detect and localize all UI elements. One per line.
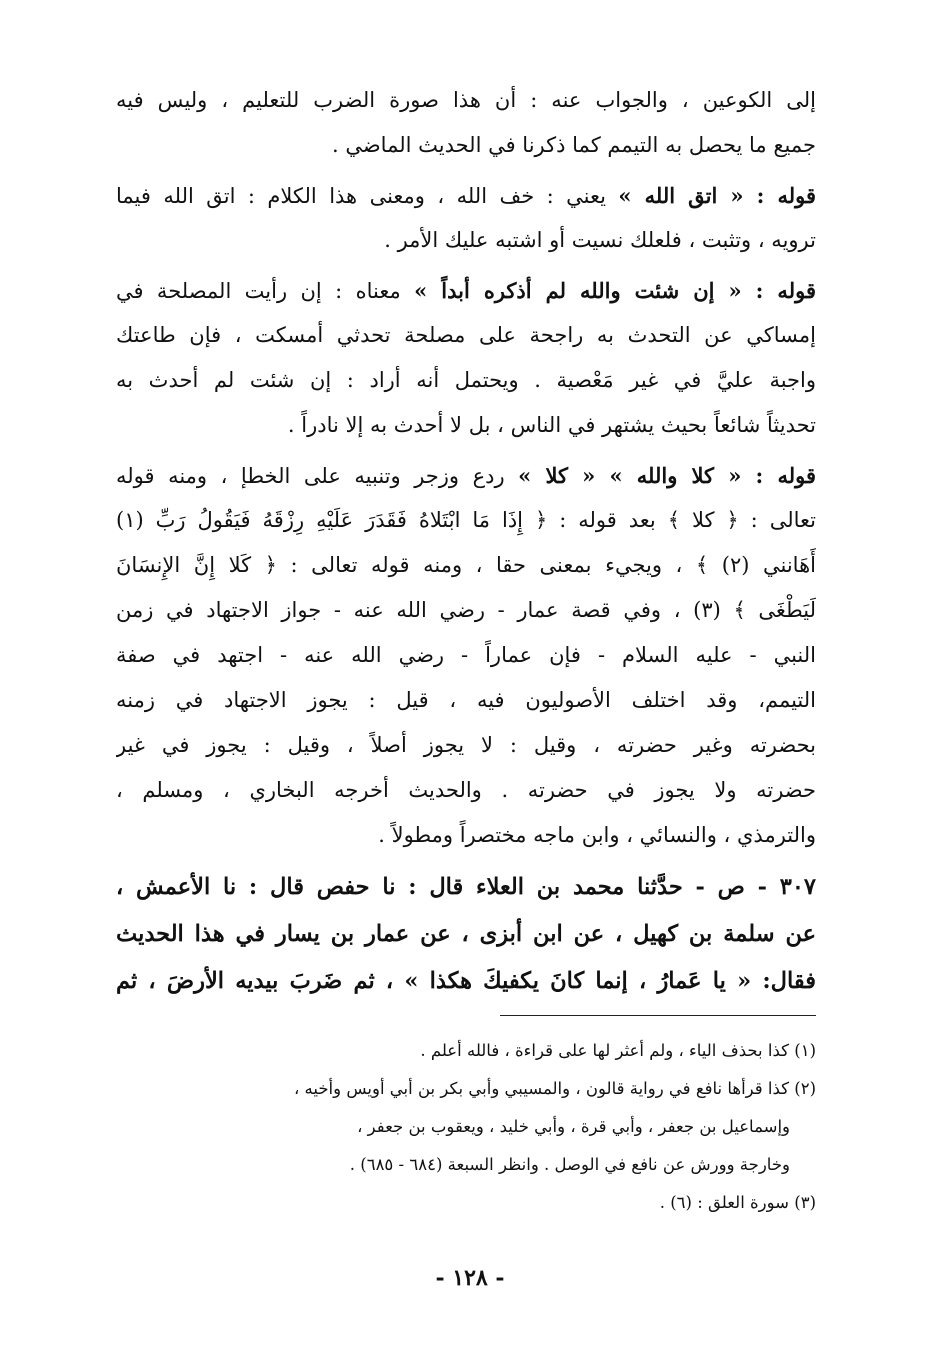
body-line xyxy=(116,543,816,588)
line-text: يعني : خف الله ، ومعنى هذا الكلام : اتق الله فيما xyxy=(116,184,619,208)
line-text: التيمم، وقد اختلف الأصوليون فيه ، قيل : يجوز الاجتهاد في زمنه xyxy=(116,688,816,712)
commentary-lead: قوله : « اتق الله » xyxy=(618,183,816,208)
commentary-lead: قوله : « إن شئت والله لم أذكره أبداً » xyxy=(414,278,816,303)
body-line xyxy=(116,173,816,218)
body-line xyxy=(116,813,816,858)
body-line xyxy=(116,588,816,633)
footnotes xyxy=(130,1032,816,1222)
body-line xyxy=(116,123,816,168)
line-text: ردع وزجر وتنبيه على الخطإ ، ومنه قوله xyxy=(116,464,519,488)
body-line xyxy=(116,723,816,768)
hadith-line xyxy=(116,957,816,1005)
footnote-line: وخارجة وورش عن نافع في الوصل . وانظر السبعة (٦٨٤ - ٦٨٥) . xyxy=(349,1155,790,1174)
line-text: عن سلمة بن كهيل ، عن ابن أبزى ، عن عمار بن يسار في هذا الحديث xyxy=(116,921,816,947)
line-text: ترويه ، وتثبت ، فلعلك نسيت أو اشتبه عليك الأمر . xyxy=(384,228,816,252)
body-line xyxy=(116,313,816,358)
body-line xyxy=(116,633,816,678)
body-line xyxy=(116,78,816,123)
line-text: جميع ما يحصل به التيمم كما ذكرنا في الحديث الماضي . xyxy=(332,133,816,157)
line-text: أَهَانني (٢) ﴾ ، ويجيء بمعنى حقا ، ومنه قوله تعالى : ﴿ كَلا إِنَّ الإِنسَانَ xyxy=(116,553,816,577)
line-text: إلى الكوعين ، والجواب عنه : أن هذا صورة الضرب للتعليم ، وليس فيه xyxy=(116,88,816,112)
footnote-line: وإسماعيل بن جعفر ، وأبي قرة ، وأبي خليد ، ويعقوب بن جعفر ، xyxy=(357,1117,790,1136)
body-line xyxy=(116,453,816,498)
hadith-line xyxy=(116,910,816,958)
line-text: تحديثاً شائعاً بحيث يشتهر في الناس ، بل لا أحدث به إلا نادراً . xyxy=(287,413,816,437)
body-line xyxy=(116,268,816,313)
body-line xyxy=(116,768,816,813)
body-line xyxy=(116,358,816,403)
line-text: إمساكي عن التحدث به راجحة على مصلحة تحدثي أمسكت ، فإن طاعتك xyxy=(116,323,816,347)
footnote-line: (١) كذا بحذف الياء ، ولم أعثر لها على قراءة ، فالله أعلم . xyxy=(420,1041,816,1060)
body-line xyxy=(116,498,816,543)
line-text: معناه : إن رأيت المصلحة في xyxy=(116,279,415,303)
body-line xyxy=(116,403,816,448)
line-text: تعالى : ﴿ كلا ﴾ بعد قوله : ﴿ إِذَا مَا ابْتَلاهُ فَقَدَرَ عَلَيْهِ رِزْقَهُ فَيَقُولُ رَبِّ (١) xyxy=(116,508,816,532)
line-text: لَيَطْغَى ﴾ (٣) ، وفي قصة عمار - رضي الله عنه - جواز الاجتهاد في زمن xyxy=(116,598,816,622)
footnote-divider xyxy=(500,1015,816,1016)
page-number: - ١٢٨ - xyxy=(435,1265,505,1291)
line-text: بحضرته وغير حضرته ، وقيل : لا يجوز أصلاً ، وقيل : يجوز في غير xyxy=(116,733,816,757)
line-text: حضرته ولا يجوز في حضرته . والحديث أخرجه البخاري ، ومسلم ، xyxy=(116,778,816,802)
line-text: النبي - عليه السلام - فإن عماراً - رضي الله عنه - اجتهد في صفة xyxy=(116,643,816,667)
commentary-lead: قوله : « كلا والله » « كلا » xyxy=(518,463,816,488)
body-line xyxy=(116,218,816,263)
line-text: والترمذي ، والنسائي ، وابن ماجه مختصراً ومطولاً . xyxy=(378,823,816,847)
line-text: ٣٠٧ - ص - حدَّثنا محمد بن العلاء قال : نا حفص قال : نا الأعمش ، xyxy=(116,874,816,900)
footnote-line: (٣) سورة العلق : (٦) . xyxy=(659,1193,816,1212)
line-text: فقال: « يا عَمارُ ، إنما كانَ يكفيكَ هكذا » ، ثم ضَربَ بيديه الأرضَ ، ثم xyxy=(116,968,816,994)
hadith-line xyxy=(116,863,816,911)
footnote-line: (٢) كذا قرأها نافع في رواية قالون ، والمسيبي وأبي بكر بن أبي أويس وأخيه ، xyxy=(293,1079,816,1098)
body-line xyxy=(116,678,816,723)
line-text: واجبة عليَّ في غير مَعْصية . ويحتمل أنه أراد : إن شئت لم أحدث به xyxy=(116,368,816,392)
